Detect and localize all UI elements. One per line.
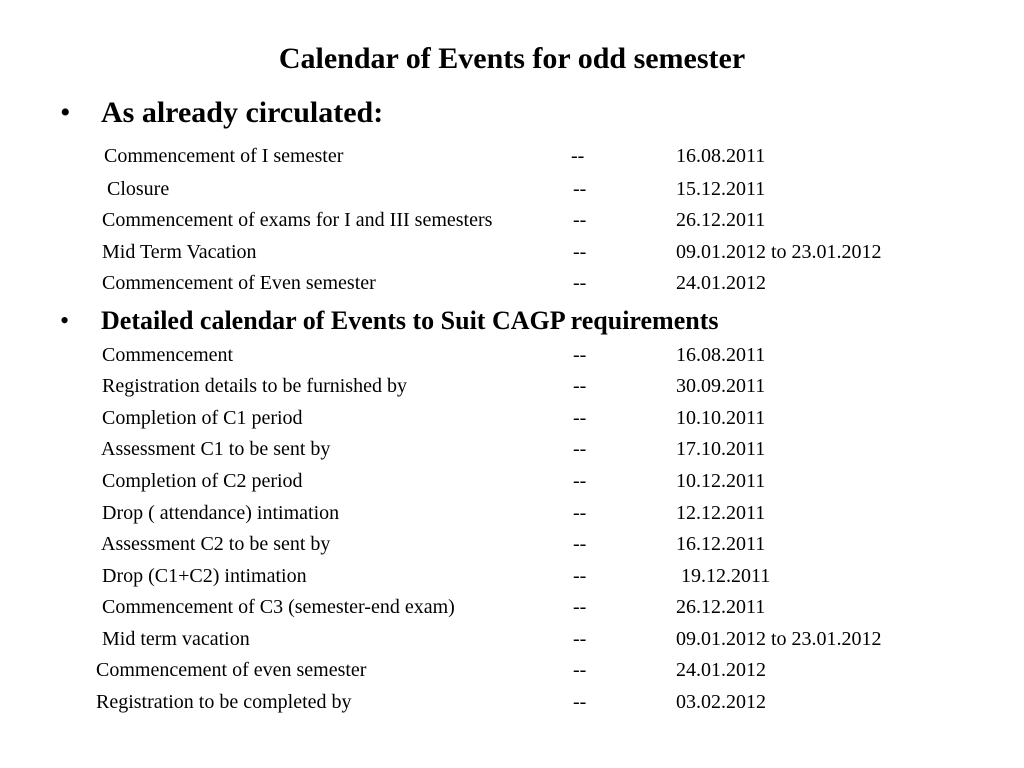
event-date: 26.12.2011 bbox=[676, 596, 766, 618]
event-date: 30.09.2011 bbox=[676, 375, 766, 397]
list-item bbox=[0, 500, 1024, 526]
event-date: 15.12.2011 bbox=[676, 178, 766, 200]
event-label: Mid term vacation bbox=[102, 628, 250, 650]
list-item bbox=[0, 270, 1024, 296]
list-item bbox=[0, 342, 1024, 368]
event-label: Registration to be completed by bbox=[96, 691, 352, 713]
list-item bbox=[0, 468, 1024, 494]
list-item bbox=[0, 373, 1024, 399]
list-item bbox=[0, 405, 1024, 431]
list-item bbox=[0, 657, 1024, 683]
list-item bbox=[0, 689, 1024, 715]
event-date: 03.02.2012 bbox=[676, 691, 766, 713]
event-label: Drop ( attendance) intimation bbox=[102, 502, 340, 524]
event-label: Assessment C2 to be sent by bbox=[101, 533, 331, 555]
event-date: 09.01.2012 to 23.01.2012 bbox=[676, 241, 882, 263]
event-separator: -- bbox=[573, 659, 587, 681]
event-label: Commencement of C3 (semester-end exam) bbox=[102, 596, 455, 618]
event-date: 09.01.2012 to 23.01.2012 bbox=[676, 628, 882, 650]
list-item bbox=[0, 594, 1024, 620]
event-separator: -- bbox=[573, 178, 587, 200]
list-item bbox=[0, 207, 1024, 233]
event-separator: -- bbox=[573, 344, 587, 366]
event-date: 12.12.2011 bbox=[676, 502, 766, 524]
event-separator: -- bbox=[573, 470, 587, 492]
event-separator: -- bbox=[573, 502, 587, 524]
event-separator: -- bbox=[573, 241, 587, 263]
event-date: 24.01.2012 bbox=[676, 272, 766, 294]
event-separator: -- bbox=[573, 438, 587, 460]
event-label: Mid Term Vacation bbox=[102, 241, 257, 263]
event-date: 16.08.2011 bbox=[676, 145, 766, 167]
event-date: 19.12.2011 bbox=[681, 565, 771, 587]
list-item bbox=[0, 143, 1024, 169]
event-date: 24.01.2012 bbox=[676, 659, 766, 681]
list-item bbox=[0, 239, 1024, 265]
event-separator: -- bbox=[573, 209, 587, 231]
event-separator: -- bbox=[573, 596, 587, 618]
event-label: Registration details to be furnished by bbox=[102, 375, 407, 397]
event-separator: -- bbox=[573, 628, 587, 650]
list-item bbox=[0, 531, 1024, 557]
event-label: Commencement bbox=[102, 344, 234, 366]
event-date: 16.12.2011 bbox=[676, 533, 766, 555]
event-separator: -- bbox=[573, 533, 587, 555]
section-heading-text: As already circulated: bbox=[101, 96, 384, 129]
event-label: Closure bbox=[107, 178, 170, 200]
list-item bbox=[0, 563, 1024, 589]
event-label: Completion of C1 period bbox=[102, 407, 303, 429]
bullet-marker: • bbox=[60, 96, 71, 129]
event-date: 10.10.2011 bbox=[676, 407, 766, 429]
event-label: Commencement of exams for I and III semesters bbox=[102, 209, 493, 231]
event-separator: -- bbox=[573, 407, 587, 429]
event-label: Commencement of I semester bbox=[104, 145, 344, 167]
event-separator: -- bbox=[573, 691, 587, 713]
event-separator: -- bbox=[573, 565, 587, 587]
bullet-marker: • bbox=[60, 306, 70, 335]
event-separator: -- bbox=[573, 272, 587, 294]
event-separator: -- bbox=[571, 145, 585, 167]
event-date: 26.12.2011 bbox=[676, 209, 766, 231]
event-label: Commencement of even semester bbox=[96, 659, 367, 681]
page-title: Calendar of Events for odd semester bbox=[278, 42, 746, 75]
event-label: Completion of C2 period bbox=[102, 470, 303, 492]
event-label: Commencement of Even semester bbox=[102, 272, 376, 294]
list-item bbox=[0, 176, 1024, 202]
event-date: 16.08.2011 bbox=[676, 344, 766, 366]
list-item bbox=[0, 436, 1024, 462]
section-heading-text: Detailed calendar of Events to Suit CAGP requirements bbox=[101, 306, 719, 335]
event-date: 17.10.2011 bbox=[676, 438, 766, 460]
event-separator: -- bbox=[573, 375, 587, 397]
event-label: Drop (C1+C2) intimation bbox=[102, 565, 307, 587]
list-item bbox=[0, 626, 1024, 652]
event-label: Assessment C1 to be sent by bbox=[101, 438, 331, 460]
event-date: 10.12.2011 bbox=[676, 470, 766, 492]
